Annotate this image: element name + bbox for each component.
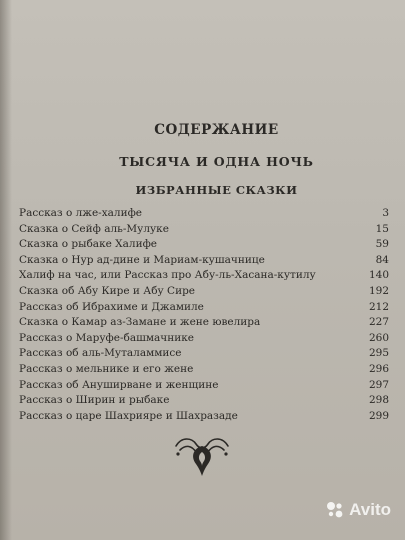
subtitle: ИЗБРАННЫЕ СКАЗКИ (135, 183, 298, 197)
toc-entry-title: Рассказ об Ибрахиме и Джамиле (19, 300, 204, 313)
table-of-contents (19, 206, 389, 424)
contents-heading: СОДЕРЖАНИЕ (154, 122, 279, 138)
toc-entry-page: 260 (368, 331, 389, 344)
toc-entry-page: 84 (375, 253, 389, 266)
toc-entry-title: Рассказ о царе Шахрияре и Шахразаде (19, 409, 238, 422)
toc-entry-page: 212 (368, 300, 389, 313)
toc-entry-page: 297 (368, 378, 389, 391)
toc-entry-title: Сказка о рыбаке Халифе (19, 238, 158, 251)
toc-entry-title: Рассказ об Ануширване и женщине (19, 378, 219, 391)
toc-entry (19, 331, 389, 347)
toc-entry-page: 59 (375, 238, 389, 251)
toc-entry (19, 409, 389, 425)
toc-entry-title: Халиф на час, или Рассказ про Абу-ль-Хасана-кутилу (19, 269, 316, 282)
toc-entry (19, 315, 389, 331)
toc-entry-title: Сказка о Нур ад-дине и Мариам-кушачнице (19, 253, 265, 266)
toc-entry-title: Рассказ о Маруфе-башмачнике (19, 331, 195, 344)
toc-entry-title: Сказка о Камар аз-Замане и жене ювелира (19, 316, 261, 329)
avito-logo-icon (325, 500, 345, 520)
toc-entry (19, 346, 389, 362)
toc-entry (19, 222, 389, 238)
toc-entry-page: 299 (368, 409, 389, 422)
toc-entry-page: 140 (368, 269, 389, 282)
toc-entry-title: Рассказ о Ширин и рыбаке (19, 394, 170, 407)
toc-entry-page: 15 (375, 222, 389, 235)
toc-entry-page: 298 (368, 394, 389, 407)
toc-entry (19, 362, 389, 378)
toc-entry-title: Сказка об Абу Кире и Абу Сире (19, 284, 196, 297)
toc-entry (19, 268, 389, 284)
fleuron-ornament-icon (172, 432, 232, 480)
toc-entry (19, 237, 389, 253)
toc-entry-page: 295 (368, 347, 389, 360)
toc-entry (19, 253, 389, 269)
toc-entry (19, 284, 389, 300)
toc-entry-title: Рассказ о мельнике и его жене (19, 362, 194, 375)
toc-entry-page: 3 (382, 207, 389, 219)
watermark-text: Avito (349, 500, 391, 519)
toc-entry (19, 300, 389, 316)
toc-entry-title: Рассказ о лже-халифе (19, 207, 143, 219)
toc-entry-title: Рассказ об аль-Муталаммисе (19, 347, 182, 360)
toc-entry (19, 378, 389, 394)
toc-entry (19, 393, 389, 409)
toc-entry-title: Сказка о Сейф аль-Мулуке (19, 222, 169, 235)
toc-entry-page: 296 (368, 362, 389, 375)
page-gutter-shadow (0, 0, 12, 540)
toc-entry (19, 206, 389, 222)
toc-entry-page: 227 (368, 316, 389, 329)
toc-entry-page: 192 (368, 284, 389, 297)
avito-watermark (325, 500, 391, 520)
book-title: ТЫСЯЧА И ОДНА НОЧЬ (119, 154, 314, 169)
